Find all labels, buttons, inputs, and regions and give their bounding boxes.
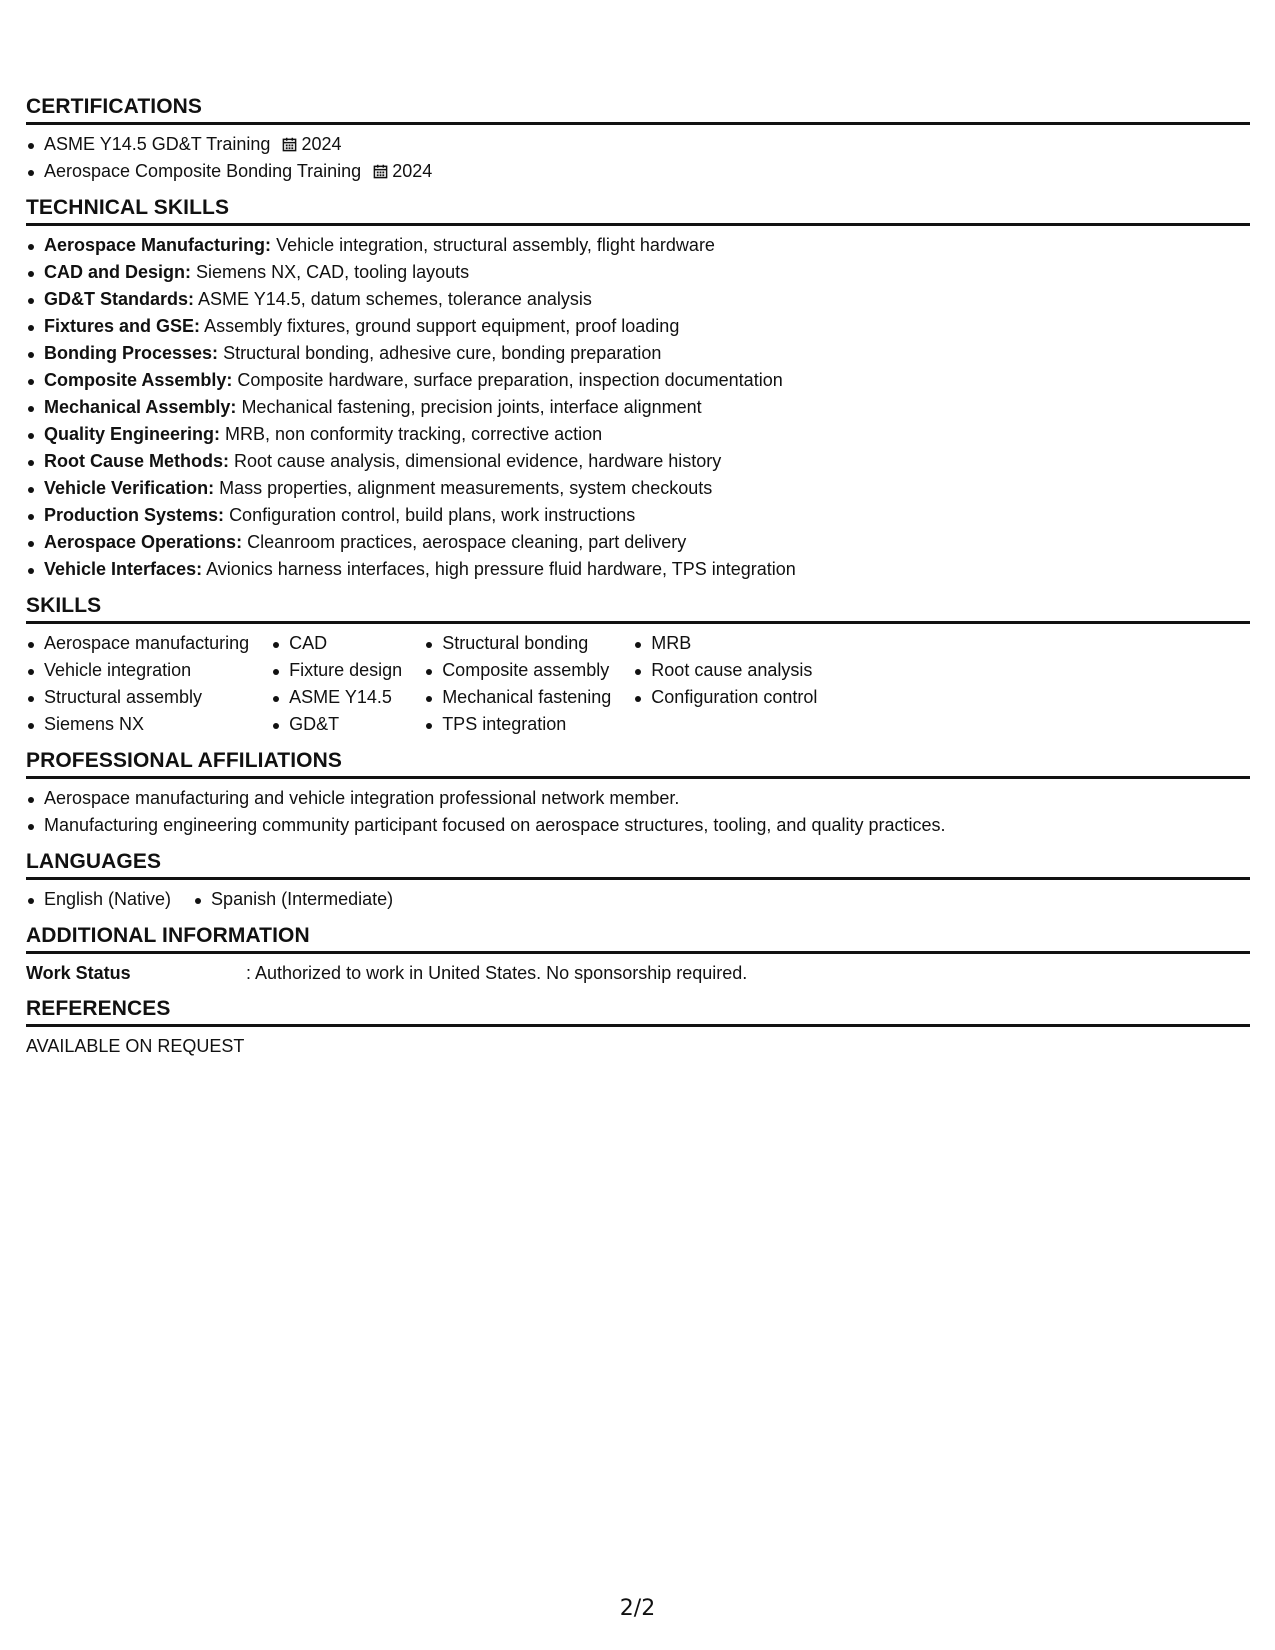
skill-detail: Avionics harness interfaces, high pressure fluid hardware, TPS integration	[206, 559, 796, 579]
skill-detail: MRB, non conformity tracking, corrective action	[225, 424, 603, 444]
skill-category: Fixtures and GSE:	[44, 316, 201, 336]
skill-category: CAD and Design:	[44, 262, 192, 282]
certification-item	[26, 158, 1250, 185]
technical-skill-item	[26, 421, 1250, 448]
work-status-row	[26, 960, 1250, 986]
skill-category: Aerospace Manufacturing:	[44, 235, 272, 255]
technical-skill-item	[26, 286, 1250, 313]
skill-detail: Structural bonding, adhesive cure, bonding preparation	[223, 343, 662, 363]
skill-category: Vehicle Verification:	[44, 478, 215, 498]
skill-detail: Assembly fixtures, ground support equipment, proof loading	[204, 316, 680, 336]
certifications-section	[26, 94, 1250, 185]
skill-category: Root Cause Methods:	[44, 451, 230, 471]
affiliation-item: Aerospace manufacturing and vehicle integration professional network member.	[26, 785, 1250, 812]
certification-item	[26, 131, 1250, 158]
skills-section	[26, 593, 1250, 738]
references-text: AVAILABLE ON REQUEST	[26, 1036, 245, 1056]
technical-skill-item	[26, 502, 1250, 529]
skills-column	[26, 630, 249, 738]
skill-item: Structural bonding	[424, 630, 611, 657]
technical-skill-item	[26, 529, 1250, 556]
section-divider	[26, 621, 1250, 624]
technical-skill-item	[26, 313, 1250, 340]
skill-category: Bonding Processes:	[44, 343, 219, 363]
skill-item: CAD	[271, 630, 402, 657]
skill-category: GD&T Standards:	[44, 289, 195, 309]
section-divider	[26, 951, 1250, 954]
skill-category: Mechanical Assembly:	[44, 397, 237, 417]
work-status-label: Work Status	[26, 963, 131, 983]
skill-item: Composite assembly	[424, 657, 611, 684]
technical-skill-item	[26, 259, 1250, 286]
skill-item: GD&T	[271, 711, 402, 738]
affiliation-item: Manufacturing engineering community participant focused on aerospace structures, tooling, and quality practices.	[26, 812, 1250, 839]
skill-item: MRB	[633, 630, 817, 657]
technical-skills-section	[26, 195, 1250, 583]
skill-detail: Configuration control, build plans, work instructions	[229, 505, 636, 525]
skill-item: Structural assembly	[26, 684, 249, 711]
affiliations-list	[26, 785, 1250, 839]
skill-item: Root cause analysis	[633, 657, 817, 684]
skills-grid	[26, 630, 1250, 738]
skill-detail: ASME Y14.5, datum schemes, tolerance analysis	[198, 289, 592, 309]
skill-item: Configuration control	[633, 684, 817, 711]
calendar-icon	[373, 164, 388, 179]
skill-category: Production Systems:	[44, 505, 225, 525]
technical-skill-item	[26, 556, 1250, 583]
skill-detail: Root cause analysis, dimensional evidence, hardware history	[234, 451, 722, 471]
technical-skill-item	[26, 475, 1250, 502]
skill-item: Fixture design	[271, 657, 402, 684]
languages-list	[26, 886, 415, 913]
skill-item: Aerospace manufacturing	[26, 630, 249, 657]
skill-detail: Mechanical fastening, precision joints, interface alignment	[241, 397, 702, 417]
certification-name: Aerospace Composite Bonding Training	[44, 161, 362, 181]
skill-category: Composite Assembly:	[44, 370, 233, 390]
skills-column	[633, 630, 817, 738]
skill-detail: Siemens NX, CAD, tooling layouts	[196, 262, 470, 282]
skill-item: ASME Y14.5	[271, 684, 402, 711]
page-number: 2/2	[619, 1596, 656, 1621]
additional-info-section	[26, 923, 1250, 986]
technical-skill-item	[26, 232, 1250, 259]
technical-skill-item	[26, 448, 1250, 475]
technical-skills-list	[26, 232, 1250, 583]
technical-skill-item	[26, 367, 1250, 394]
skill-item: Siemens NX	[26, 711, 249, 738]
section-title: TECHNICAL SKILLS	[26, 196, 230, 219]
skill-category: Aerospace Operations:	[44, 532, 243, 552]
section-divider	[26, 1024, 1250, 1027]
section-title: PROFESSIONAL AFFILIATIONS	[26, 749, 342, 772]
references-section	[26, 996, 1250, 1059]
languages-section	[26, 849, 1250, 913]
skill-item: Mechanical fastening	[424, 684, 611, 711]
certifications-list	[26, 131, 1250, 185]
resume-page	[26, 94, 1250, 1069]
language-item: English (Native)	[26, 886, 171, 913]
languages-row	[26, 886, 1250, 913]
skill-category: Quality Engineering:	[44, 424, 221, 444]
section-title: LANGUAGES	[26, 850, 162, 873]
work-status-value: : Authorized to work in United States. No sponsorship required.	[246, 963, 748, 983]
language-item: Spanish (Intermediate)	[193, 886, 393, 913]
certification-year: 2024	[301, 134, 342, 154]
skill-detail: Mass properties, alignment measurements, system checkouts	[219, 478, 713, 498]
section-divider	[26, 223, 1250, 226]
certification-name: ASME Y14.5 GD&T Training	[44, 134, 271, 154]
skills-column	[271, 630, 402, 738]
skill-category: Vehicle Interfaces:	[44, 559, 203, 579]
affiliations-section	[26, 748, 1250, 839]
section-divider	[26, 776, 1250, 779]
skill-detail: Vehicle integration, structural assembly, flight hardware	[276, 235, 715, 255]
section-divider	[26, 877, 1250, 880]
section-title: ADDITIONAL INFORMATION	[26, 924, 310, 947]
skill-detail: Cleanroom practices, aerospace cleaning, part delivery	[247, 532, 687, 552]
technical-skill-item	[26, 340, 1250, 367]
certification-year: 2024	[392, 161, 433, 181]
technical-skill-item	[26, 394, 1250, 421]
skill-item: Vehicle integration	[26, 657, 249, 684]
section-title: REFERENCES	[26, 997, 171, 1020]
section-title: CERTIFICATIONS	[26, 95, 203, 118]
section-title: SKILLS	[26, 594, 102, 617]
calendar-icon	[282, 137, 297, 152]
skill-item: TPS integration	[424, 711, 611, 738]
section-divider	[26, 122, 1250, 125]
skills-column	[424, 630, 611, 738]
skill-detail: Composite hardware, surface preparation, inspection documentation	[237, 370, 783, 390]
